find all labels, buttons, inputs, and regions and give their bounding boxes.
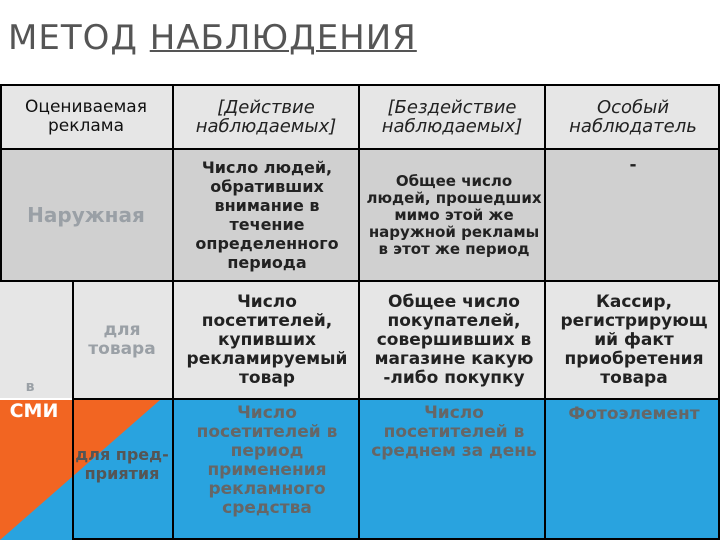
grid-line-col2 — [172, 84, 174, 540]
grid-line-subcol — [72, 280, 74, 540]
enterprise-observer: Фотоэлемент — [568, 403, 700, 424]
grid-line-header — [0, 148, 720, 150]
grid-line-col3 — [358, 84, 360, 540]
page-title: МЕТОД НАБЛЮДЕНИЯ — [8, 18, 417, 58]
media-label: СМИ — [9, 399, 59, 422]
goods-action: Число посетителей, купивших рекламируемый товар — [186, 291, 348, 388]
outdoor-inaction: Общее число людей, прошедших мимо этой же наружной рекламы в этот же период — [366, 171, 542, 258]
enterprise-label: для пред- приятия — [75, 445, 169, 483]
goods-label: для товара — [88, 320, 156, 359]
header-inaction: [Бездействие наблюдаемых] — [381, 97, 523, 137]
observation-table — [0, 84, 720, 540]
grid-line-left — [0, 84, 2, 280]
enterprise-inaction: Число посетителей в среднем за день — [371, 403, 537, 461]
outdoor-label: Наружная — [27, 202, 145, 227]
goods-inaction: Общее число покупателей, совершивших в магазине какую -либо покупку — [374, 291, 534, 388]
outdoor-observer: - — [629, 154, 637, 175]
grid-line-col4 — [544, 84, 546, 540]
grid-line-top — [0, 84, 720, 86]
grid-line-outdoor — [0, 280, 720, 282]
outdoor-action: Число людей, обративших внимание в течение определенного периода — [195, 158, 339, 272]
header-special-observer: Особый наблюдатель — [569, 97, 697, 137]
goods-observer: Кассир, регистрирующ ий факт приобретения товара — [560, 291, 708, 388]
media-prefix: в — [25, 378, 35, 395]
header-action: [Действие наблюдаемых] — [195, 97, 337, 137]
enterprise-action: Число посетителей в период применения рекламного средства — [196, 403, 338, 518]
header-assessed-ad: Оцениваемая реклама — [25, 97, 147, 136]
grid-line-goods — [72, 398, 720, 400]
